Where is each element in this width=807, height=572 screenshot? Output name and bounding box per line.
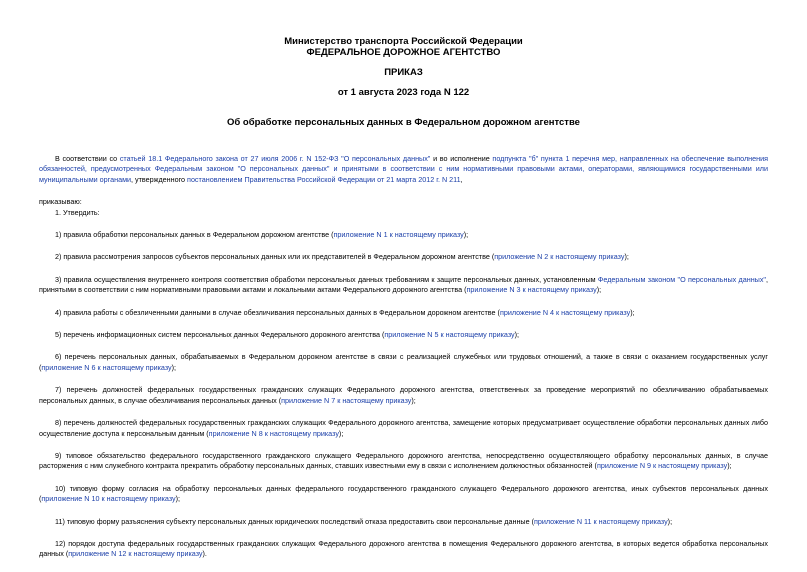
link-article-18-1[interactable]: статьей 18.1 Федерального закона от 27 июля 2006 г. N 152-ФЗ "О персональных данных" — [119, 154, 431, 163]
appendix-link[interactable]: приложение N 4 к настоящему приказу — [499, 307, 631, 317]
appendix-link[interactable]: приложение N 9 к настоящему приказу — [596, 461, 728, 471]
ministry-name: Министерство транспорта Российской Федерации — [284, 36, 523, 47]
appendix-link[interactable]: приложение N 10 к настоящему приказу — [41, 494, 176, 504]
document-title: Об обработке персональных данных в Федеральном дорожном агентстве — [227, 117, 580, 128]
approve-heading: 1. Утвердить: — [55, 207, 100, 217]
appendix-link[interactable]: приложение N 3 к настоящему приказу — [466, 285, 597, 295]
list-item: 8) перечень должностей федеральных государственных гражданских служащих Федерального дорожного агентства, замещение которых предусматривает осуществление обработки персональных данных либо осуществление доступа к персональным данным (приложение N 8 к настоящему приказу); — [39, 418, 768, 438]
link-government-decree[interactable]: постановлением Правительства Российской Федерации от 21 марта 2012 г. N 211 — [187, 174, 461, 184]
list-item: 4) правила работы с обезличенными данными в случае обезличивания персональных данных в Федеральном дорожном агентстве (приложение N 4 к настоящему приказу); — [55, 307, 635, 317]
appendix-link[interactable]: приложение N 12 к настоящему приказу — [68, 549, 203, 559]
appendix-link[interactable]: приложение N 1 к настоящему приказу — [333, 230, 464, 240]
appendix-link[interactable]: приложение N 8 к настоящему приказу — [208, 428, 339, 438]
list-item: 2) правила рассмотрения запросов субъектов персональных данных или их представителей в Федеральном дорожном агентстве (приложение N 2 к настоящему приказу); — [55, 252, 629, 262]
link-federal-law[interactable]: Федеральным законом "О персональных данных" — [597, 274, 766, 284]
link-subparagraph-b[interactable]: подпункта "б" пункта 1 перечня мер, направленных на обеспечение выполнения обязанностей, предусмотренных Федеральным законом "О персональных данных" и принятыми в соответствии с ним нормативными правовыми актами, операторами, являющимися государственными или муниципальными органами — [39, 154, 768, 184]
list-item: 7) перечень должностей федеральных государственных гражданских служащих Федерального дорожного агентства, ответственных за проведение мероприятий по обезличиванию обрабатываемых персональных данных, в случае обезличивания персональных данных (приложение N 7 к настоящему приказу); — [39, 385, 768, 405]
order-word: приказываю: — [39, 197, 82, 207]
list-item: 5) перечень информационных систем персональных данных Федерального дорожного агентства (приложение N 5 к настоящему приказу); — [55, 330, 520, 340]
date-number: от 1 августа 2023 года N 122 — [337, 87, 470, 98]
intro-paragraph: В соответствии со статьей 18.1 Федерального закона от 27 июля 2006 г. N 152-ФЗ "О персональных данных" и во исполнение подпункта "б" пункта 1 перечня мер, направленных на обеспечение выполнения обязанностей, предусмотренных Федеральным законом "О персональных данных" и принятыми в соответствии с ним нормативными правовыми актами, операторами, являющимися государственными или муниципальными органами, утвержденного постановлением Правительства Российской Федерации от 21 марта 2012 г. N 211, — [39, 154, 768, 184]
list-item: 12) порядок доступа федеральных государственных гражданских служащих Федерального дорожного агентства в помещения Федерального дорожного агентства, в которых ведется обработка персональных данных (приложение N 12 к настоящему приказу). — [39, 538, 768, 559]
list-item: 10) типовую форму согласия на обработку персональных данных федерального государственного гражданского служащего Федерального дорожного агентства, иных субъектов персональных данных (приложение N 10 к настоящему приказу); — [39, 483, 768, 504]
appendix-link[interactable]: приложение N 7 к настоящему приказу — [281, 395, 412, 405]
document-header — [0, 36, 807, 58]
appendix-link[interactable]: приложение N 11 к настоящему приказу — [533, 516, 668, 526]
agency-name: ФЕДЕРАЛЬНОЕ ДОРОЖНОЕ АГЕНТСТВО — [306, 47, 501, 58]
appendix-link[interactable]: приложение N 2 к настоящему приказу — [494, 252, 625, 262]
doc-type: ПРИКАЗ — [384, 67, 423, 78]
list-item: 9) типовое обязательство федерального государственного гражданского служащего Федерального дорожного агентства, непосредственно осуществляющего обработку персональных данных, в случае расторжения с ним служебного контракта прекратить обработку персональных данных, ставших известными ему в связи с исполнением должностных обязанностей (приложение N 9 к настоящему приказу); — [39, 450, 768, 471]
list-item: 3) правила осуществления внутреннего контроля соответствия обработки персональных данных требованиям к защите персональных данных, установленным Федеральным законом "О персональных данных", принятыми в соответствии с ним нормативными правовыми актами и локальными актами Федерального дорожного агентства (приложение N 3 к настоящему приказу); — [39, 274, 768, 295]
appendix-link[interactable]: приложение N 5 к настоящему приказу — [384, 330, 515, 340]
list-item: 1) правила обработки персональных данных в Федеральном дорожном агентстве (приложение N 1 к настоящему приказу); — [55, 230, 469, 240]
document-body — [39, 154, 768, 572]
list-item: 11) типовую форму разъяснения субъекту персональных данных юридических последствий отказа предоставить свои персональные данные (приложение N 11 к настоящему приказу); — [55, 516, 673, 526]
appendix-link[interactable]: приложение N 6 к настоящему приказу — [41, 362, 172, 372]
list-item: 6) перечень персональных данных, обрабатываемых в Федеральном дорожном агентстве в связи с реализацией служебных или трудовых отношений, а также в связи с оказанием государственных услуг (приложение N 6 к настоящему приказу); — [39, 352, 768, 372]
